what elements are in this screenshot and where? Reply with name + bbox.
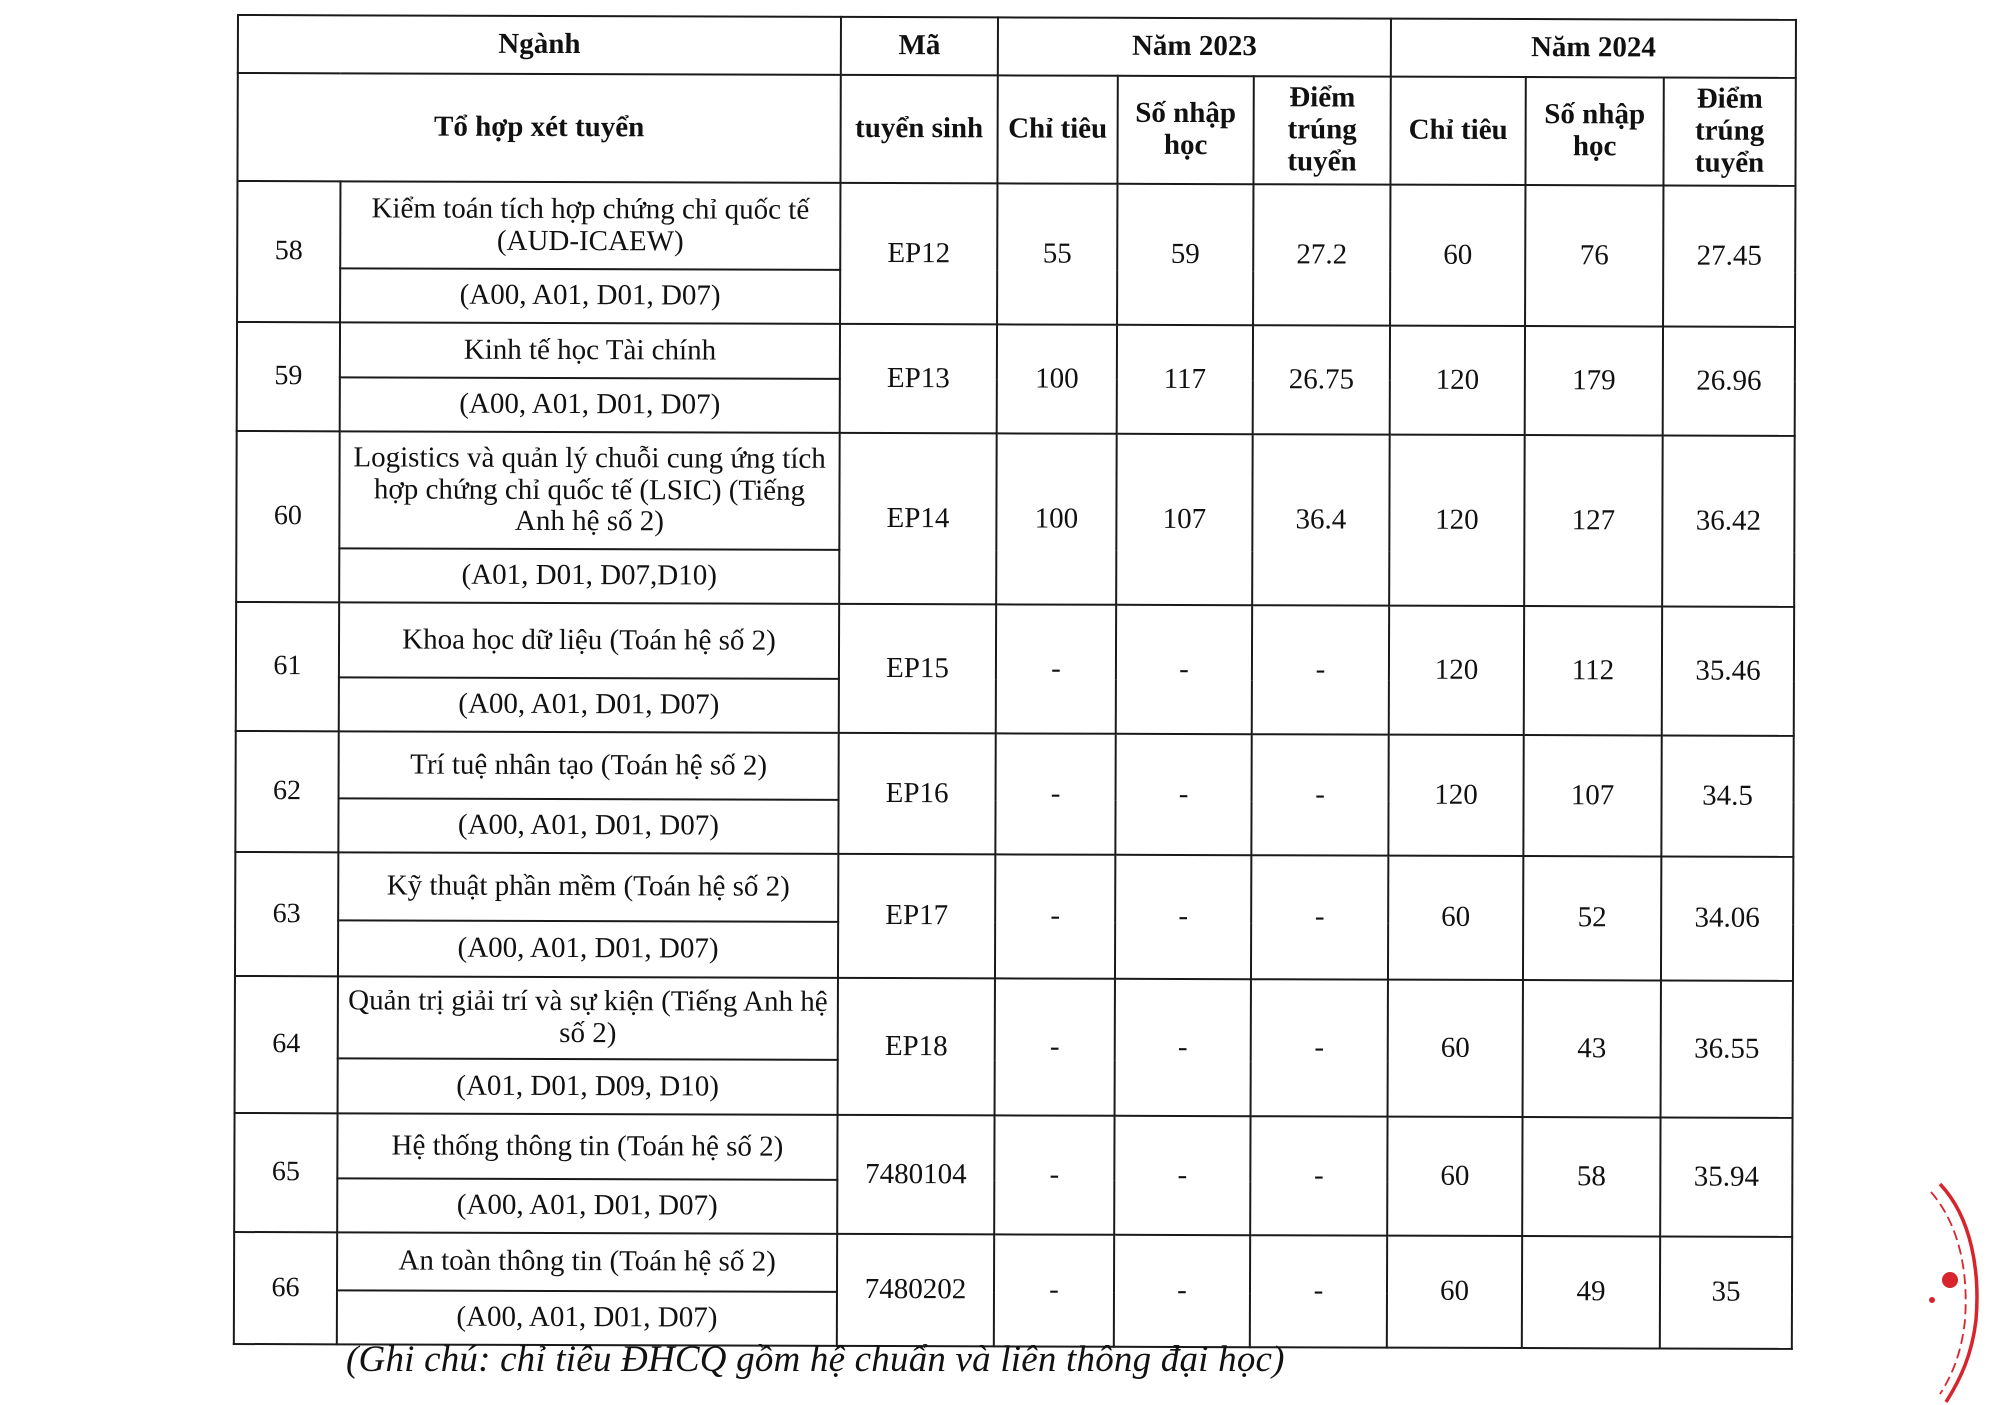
admission-code: 7480202 bbox=[837, 1234, 994, 1346]
enrolled-2024: 49 bbox=[1522, 1236, 1660, 1348]
header-diem-2024: Điểm trúng tuyển bbox=[1663, 77, 1795, 185]
score-2023: - bbox=[1252, 605, 1389, 734]
score-2024: 27.45 bbox=[1663, 185, 1795, 326]
score-2024: 36.42 bbox=[1662, 435, 1795, 606]
admission-code: EP13 bbox=[840, 324, 997, 433]
header-chi-tieu-2023: Chỉ tiêu bbox=[997, 75, 1117, 183]
score-2023: - bbox=[1251, 979, 1388, 1116]
enrolled-2024: 179 bbox=[1525, 326, 1663, 435]
quota-2023: - bbox=[995, 978, 1115, 1115]
table-row bbox=[234, 1113, 1792, 1183]
enrolled-2023: - bbox=[1114, 1116, 1250, 1235]
subject-combination: (A01, D01, D09, D10) bbox=[338, 1058, 838, 1115]
quota-2023: - bbox=[994, 1115, 1114, 1234]
subject-combination: (A00, A01, D01, D07) bbox=[338, 920, 838, 978]
table-row bbox=[237, 322, 1795, 382]
score-2023: 36.4 bbox=[1252, 434, 1390, 605]
row-number: 61 bbox=[236, 602, 339, 731]
header-row-2 bbox=[237, 73, 1795, 186]
quota-2024: 120 bbox=[1390, 326, 1525, 435]
enrolled-2023: 59 bbox=[1117, 184, 1253, 325]
admission-code: EP14 bbox=[839, 433, 997, 604]
quota-2023: 100 bbox=[996, 433, 1117, 604]
header-nganh: Ngành bbox=[238, 15, 841, 75]
subject-combination: (A00, A01, D01, D07) bbox=[337, 1290, 837, 1346]
major-name: Hệ thống thông tin (Toán hệ số 2) bbox=[337, 1113, 837, 1180]
table-row bbox=[236, 731, 1794, 803]
row-number: 65 bbox=[234, 1113, 337, 1232]
major-name: Kiểm toán tích hợp chứng chỉ quốc tế (AUD-ICAEW) bbox=[340, 181, 840, 270]
header-year-2023: Năm 2023 bbox=[998, 17, 1391, 76]
table-row bbox=[236, 431, 1794, 553]
header-row-1 bbox=[238, 15, 1796, 78]
score-2024: 34.06 bbox=[1661, 856, 1793, 980]
score-2024: 35.94 bbox=[1660, 1117, 1792, 1236]
seal-dot bbox=[1942, 1272, 1958, 1288]
enrolled-2024: 43 bbox=[1523, 980, 1661, 1117]
admission-code: EP12 bbox=[840, 183, 997, 324]
table-row bbox=[237, 181, 1795, 273]
enrolled-2024: 58 bbox=[1522, 1117, 1660, 1236]
footnote: (Ghi chú: chỉ tiêu ĐHCQ gồm hệ chuẩn và liên thông đại học) bbox=[346, 1339, 1285, 1380]
header-year-2024: Năm 2024 bbox=[1391, 19, 1796, 78]
subject-combination: (A00, A01, D01, D07) bbox=[339, 677, 839, 733]
admission-code: EP18 bbox=[838, 978, 995, 1115]
major-name: Kinh tế học Tài chính bbox=[340, 322, 840, 379]
red-seal-stamp bbox=[1920, 1180, 2000, 1405]
admission-sheet bbox=[237, 14, 1795, 1345]
major-name: Khoa học dữ liệu (Toán hệ số 2) bbox=[339, 602, 839, 679]
score-2023: - bbox=[1251, 734, 1388, 855]
table-row bbox=[235, 852, 1793, 925]
admission-code: EP16 bbox=[838, 733, 995, 854]
major-name: Kỹ thuật phần mềm (Toán hệ số 2) bbox=[338, 852, 838, 922]
enrolled-2023: - bbox=[1115, 734, 1251, 855]
major-name: Logistics và quản lý chuỗi cung ứng tích hợp chứng chỉ quốc tế (LSIC) (Tiếng Anh hệ số 2) bbox=[339, 431, 839, 550]
admission-code: 7480104 bbox=[837, 1115, 994, 1234]
quota-2024: 120 bbox=[1388, 735, 1523, 856]
table-row bbox=[235, 976, 1793, 1063]
header-so-nhap-hoc-2024: Số nhập học bbox=[1526, 77, 1664, 185]
enrolled-2023: 117 bbox=[1117, 325, 1253, 434]
score-2024: 34.5 bbox=[1661, 735, 1793, 856]
table-row bbox=[236, 602, 1794, 682]
major-name: Quản trị giải trí và sự kiện (Tiếng Anh hệ số 2) bbox=[338, 976, 838, 1060]
quota-2024: 60 bbox=[1388, 980, 1523, 1117]
quota-2024: 120 bbox=[1389, 435, 1525, 606]
score-2023: - bbox=[1250, 1235, 1387, 1347]
header-ma: Mã bbox=[841, 17, 998, 75]
enrolled-2023: - bbox=[1115, 855, 1251, 979]
header-tuyen-sinh: tuyển sinh bbox=[840, 75, 997, 183]
quota-2024: 60 bbox=[1388, 856, 1523, 980]
quota-2023: - bbox=[996, 604, 1116, 733]
seal-dot-small bbox=[1929, 1297, 1935, 1303]
table-body bbox=[234, 181, 1796, 1349]
score-2023: 27.2 bbox=[1253, 184, 1390, 325]
table-row bbox=[234, 1232, 1792, 1295]
quota-2023: - bbox=[994, 1234, 1114, 1346]
row-number: 60 bbox=[236, 431, 340, 602]
quota-2024: 60 bbox=[1390, 185, 1525, 326]
row-number: 58 bbox=[237, 181, 340, 322]
score-2023: - bbox=[1251, 855, 1388, 979]
enrolled-2023: 107 bbox=[1116, 434, 1253, 605]
seal-inner-arc bbox=[1931, 1192, 1966, 1394]
header-diem-2023: Điểm trúng tuyển bbox=[1253, 76, 1390, 184]
admission-table bbox=[233, 14, 1797, 1350]
row-number: 64 bbox=[235, 976, 338, 1113]
subject-combination: (A01, D01, D07,D10) bbox=[339, 548, 839, 604]
enrolled-2024: 112 bbox=[1524, 606, 1662, 735]
score-2023: 26.75 bbox=[1253, 325, 1390, 434]
subject-combination: (A00, A01, D01, D07) bbox=[340, 268, 840, 324]
enrolled-2023: - bbox=[1115, 979, 1251, 1116]
quota-2023: 55 bbox=[997, 183, 1117, 324]
enrolled-2023: - bbox=[1114, 1235, 1250, 1347]
header-so-nhap-hoc-2023: Số nhập học bbox=[1117, 76, 1253, 184]
row-number: 63 bbox=[235, 852, 338, 976]
admission-code: EP15 bbox=[839, 604, 996, 733]
enrolled-2023: - bbox=[1116, 605, 1252, 734]
quota-2024: 120 bbox=[1389, 606, 1524, 735]
row-number: 66 bbox=[234, 1232, 337, 1344]
score-2024: 26.96 bbox=[1663, 326, 1795, 435]
row-number: 59 bbox=[237, 322, 340, 431]
admission-code: EP17 bbox=[838, 854, 995, 978]
enrolled-2024: 52 bbox=[1523, 856, 1661, 980]
quota-2023: 100 bbox=[997, 324, 1117, 433]
score-2024: 35 bbox=[1660, 1236, 1792, 1348]
header-to-hop: Tổ hợp xét tuyển bbox=[237, 73, 840, 183]
subject-combination: (A00, A01, D01, D07) bbox=[340, 377, 840, 433]
score-2024: 36.55 bbox=[1661, 980, 1793, 1117]
enrolled-2024: 107 bbox=[1523, 735, 1661, 856]
major-name: An toàn thông tin (Toán hệ số 2) bbox=[337, 1232, 837, 1292]
enrolled-2024: 127 bbox=[1524, 435, 1663, 606]
subject-combination: (A00, A01, D01, D07) bbox=[337, 1178, 837, 1234]
score-2023: - bbox=[1250, 1116, 1387, 1235]
quota-2023: - bbox=[995, 854, 1115, 978]
enrolled-2024: 76 bbox=[1525, 185, 1663, 326]
seal-arc bbox=[1940, 1184, 1977, 1402]
quota-2023: - bbox=[995, 733, 1115, 854]
row-number: 62 bbox=[235, 731, 338, 852]
score-2024: 35.46 bbox=[1662, 606, 1794, 735]
quota-2024: 60 bbox=[1387, 1236, 1522, 1348]
header-chi-tieu-2024: Chỉ tiêu bbox=[1391, 77, 1526, 185]
subject-combination: (A00, A01, D01, D07) bbox=[338, 798, 838, 854]
quota-2024: 60 bbox=[1387, 1117, 1522, 1236]
major-name: Trí tuệ nhân tạo (Toán hệ số 2) bbox=[339, 731, 839, 800]
